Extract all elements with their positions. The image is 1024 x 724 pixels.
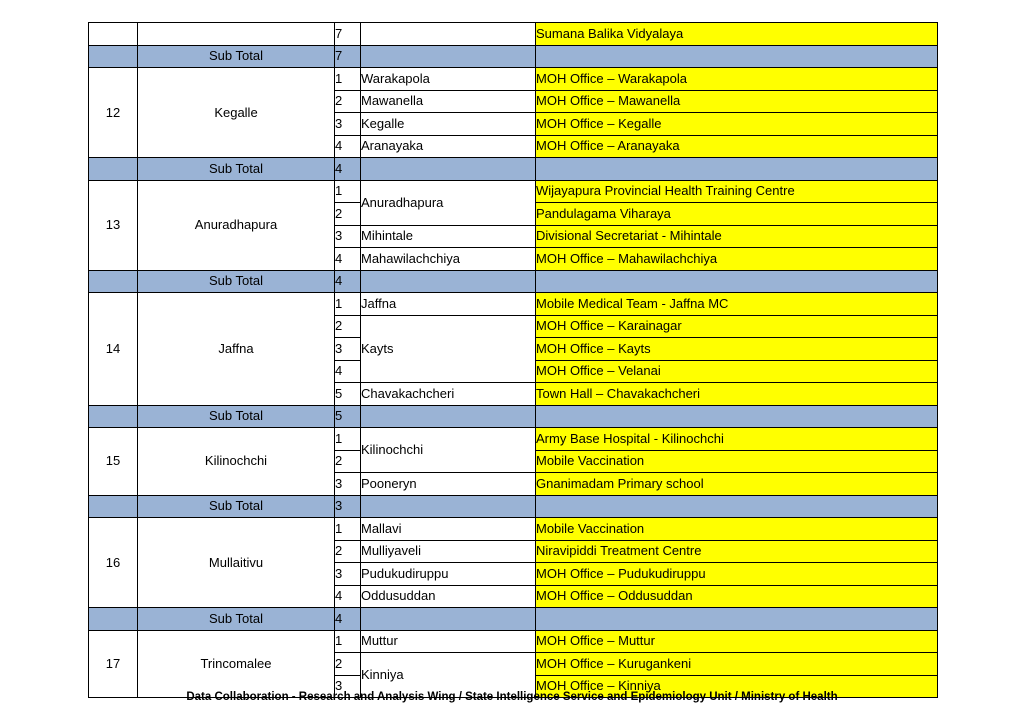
- row-number: 1: [335, 428, 361, 451]
- subtotal-value: 7: [335, 45, 361, 68]
- row-number: 4: [335, 360, 361, 383]
- centre-name: Sumana Balika Vidyalaya: [536, 23, 938, 46]
- centre-name: MOH Office – Oddusuddan: [536, 585, 938, 608]
- row-number: 1: [335, 180, 361, 203]
- district-name: Kilinochchi: [138, 428, 335, 496]
- row-number: 3: [335, 675, 361, 698]
- row-number: 7: [335, 23, 361, 46]
- moh-area: Mallavi: [361, 518, 536, 541]
- row-number: 4: [335, 585, 361, 608]
- subtotal-value: 4: [335, 608, 361, 631]
- table-row: [89, 518, 938, 541]
- subtotal-label: Sub Total: [138, 270, 335, 293]
- table-row: [89, 180, 938, 203]
- centre-name: Divisional Secretariat - Mihintale: [536, 225, 938, 248]
- subtotal-row: [89, 158, 938, 181]
- row-number: 2: [335, 315, 361, 338]
- district-no: 16: [89, 518, 138, 608]
- centre-name: MOH Office – Karainagar: [536, 315, 938, 338]
- centre-name: Mobile Vaccination: [536, 518, 938, 541]
- centre-name: Gnanimadam Primary school: [536, 473, 938, 496]
- centre-name: Niravipiddi Treatment Centre: [536, 540, 938, 563]
- moh-area: Mawanella: [361, 90, 536, 113]
- moh-area: Anuradhapura: [361, 180, 536, 225]
- moh-area: Chavakachcheri: [361, 383, 536, 406]
- centre-name: MOH Office – Muttur: [536, 630, 938, 653]
- subtotal-label: Sub Total: [138, 608, 335, 631]
- row-number: 2: [335, 203, 361, 226]
- centre-name: MOH Office – Kayts: [536, 338, 938, 361]
- district-name-cell: [138, 23, 335, 46]
- subtotal-label: Sub Total: [138, 405, 335, 428]
- centre-name: Pandulagama Viharaya: [536, 203, 938, 226]
- district-no-cell: [89, 23, 138, 46]
- subtotal-row: [89, 45, 938, 68]
- district-name: Trincomalee: [138, 630, 335, 698]
- vaccination-centres-table: [88, 22, 938, 698]
- subtotal-value: 4: [335, 270, 361, 293]
- centre-name: Army Base Hospital - Kilinochchi: [536, 428, 938, 451]
- subtotal-label: Sub Total: [138, 158, 335, 181]
- row-number: 4: [335, 248, 361, 271]
- centre-name: MOH Office – Velanai: [536, 360, 938, 383]
- row-number: 3: [335, 563, 361, 586]
- subtotal-row: [89, 608, 938, 631]
- subtotal-label: Sub Total: [138, 495, 335, 518]
- centre-name: Wijayapura Provincial Health Training Centre: [536, 180, 938, 203]
- subtotal-row: [89, 270, 938, 293]
- moh-area: Pooneryn: [361, 473, 536, 496]
- moh-area: Mulliyaveli: [361, 540, 536, 563]
- moh-area: Kegalle: [361, 113, 536, 136]
- district-name: Kegalle: [138, 68, 335, 158]
- subtotal-label: Sub Total: [138, 45, 335, 68]
- centre-name: MOH Office – Kurugankeni: [536, 653, 938, 676]
- table-row: [89, 293, 938, 316]
- moh-area: Mihintale: [361, 225, 536, 248]
- centre-name: MOH Office – Mawanella: [536, 90, 938, 113]
- row-number: 4: [335, 135, 361, 158]
- subtotal-value: 4: [335, 158, 361, 181]
- district-name: Anuradhapura: [138, 180, 335, 270]
- row-number: 1: [335, 518, 361, 541]
- moh-area: Oddusuddan: [361, 585, 536, 608]
- district-no: 14: [89, 293, 138, 406]
- centre-name: MOH Office – Kegalle: [536, 113, 938, 136]
- row-number: 3: [335, 225, 361, 248]
- moh-area: Muttur: [361, 630, 536, 653]
- row-number: 5: [335, 383, 361, 406]
- centre-name: Mobile Medical Team - Jaffna MC: [536, 293, 938, 316]
- moh-area: Aranayaka: [361, 135, 536, 158]
- page-footer: Data Collaboration - Research and Analysis Wing / State Intelligence Service and Epidemiology Unit / Ministry of Health: [186, 691, 838, 703]
- centre-name: MOH Office – Kinniya: [536, 675, 938, 698]
- moh-area: Mahawilachchiya: [361, 248, 536, 271]
- moh-area: Pudukudiruppu: [361, 563, 536, 586]
- subtotal-value: 3: [335, 495, 361, 518]
- row-number: 1: [335, 293, 361, 316]
- table-row: [89, 23, 938, 46]
- subtotal-value: 5: [335, 405, 361, 428]
- table-row: [89, 428, 938, 451]
- district-no: 17: [89, 630, 138, 698]
- centre-name: MOH Office – Warakapola: [536, 68, 938, 91]
- centre-name: Town Hall – Chavakachcheri: [536, 383, 938, 406]
- moh-area: Kinniya: [361, 653, 536, 698]
- moh-area: Jaffna: [361, 293, 536, 316]
- district-no: 15: [89, 428, 138, 496]
- moh-area-cell: [361, 23, 536, 46]
- row-number: 3: [335, 113, 361, 136]
- row-number: 2: [335, 653, 361, 676]
- table-row: [89, 68, 938, 91]
- row-number: 2: [335, 540, 361, 563]
- subtotal-row: [89, 495, 938, 518]
- district-name: Mullaitivu: [138, 518, 335, 608]
- centre-name: MOH Office – Aranayaka: [536, 135, 938, 158]
- centre-name: MOH Office – Mahawilachchiya: [536, 248, 938, 271]
- district-no: 12: [89, 68, 138, 158]
- district-name: Jaffna: [138, 293, 335, 406]
- row-number: 1: [335, 630, 361, 653]
- row-number: 3: [335, 473, 361, 496]
- district-no: 13: [89, 180, 138, 270]
- row-number: 1: [335, 68, 361, 91]
- row-number: 2: [335, 90, 361, 113]
- moh-area: Kayts: [361, 315, 536, 383]
- table-row: [89, 630, 938, 653]
- centre-name: MOH Office – Pudukudiruppu: [536, 563, 938, 586]
- moh-area: Warakapola: [361, 68, 536, 91]
- moh-area: Kilinochchi: [361, 428, 536, 473]
- row-number: 2: [335, 450, 361, 473]
- subtotal-row: [89, 405, 938, 428]
- centre-name: Mobile Vaccination: [536, 450, 938, 473]
- row-number: 3: [335, 338, 361, 361]
